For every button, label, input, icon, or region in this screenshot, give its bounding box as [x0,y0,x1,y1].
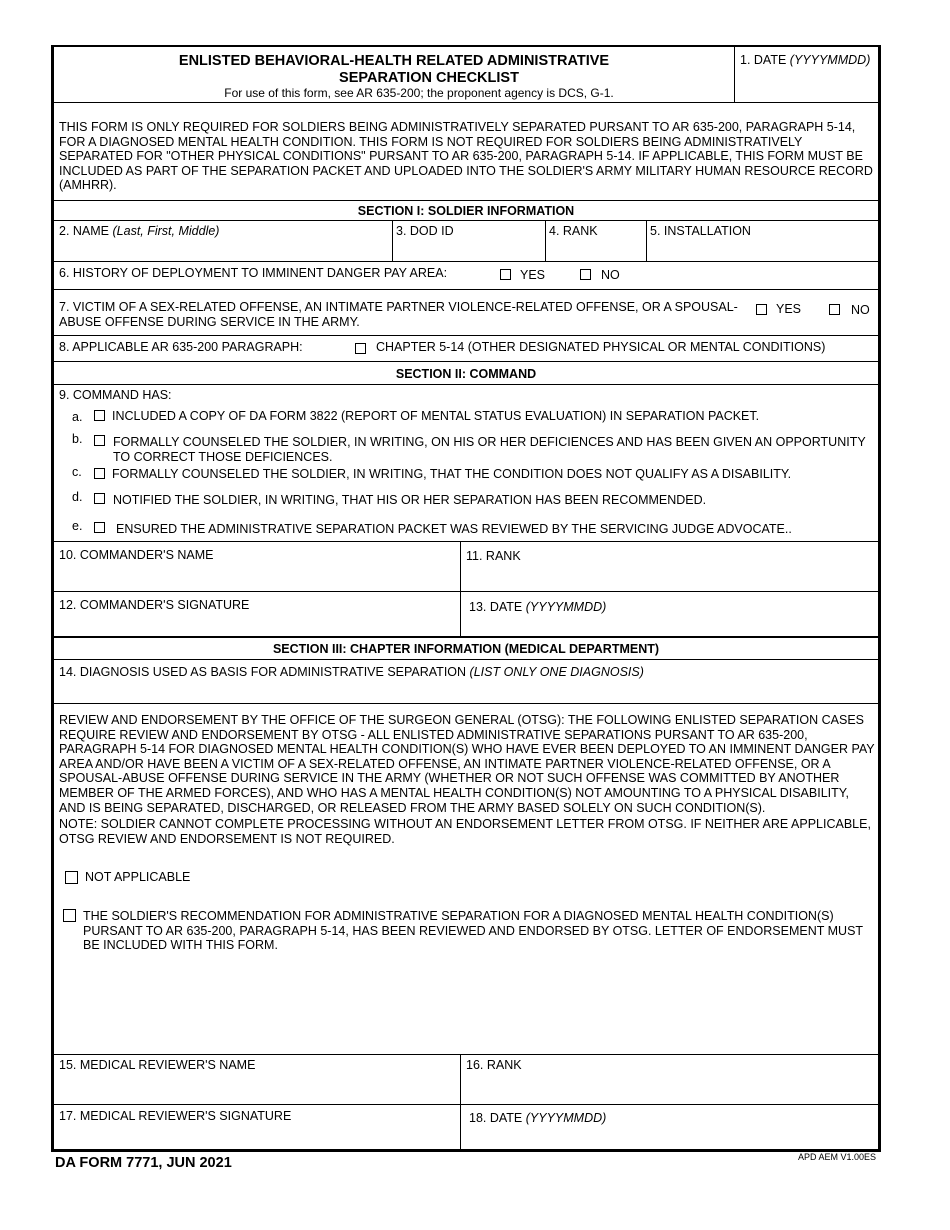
item-b-letter: b. [72,432,83,446]
commander-rank-field[interactable] [460,542,878,591]
victim-row [54,290,878,336]
rank-label: 4. RANK [549,224,598,238]
installation-label: 5. INSTALLATION [650,224,751,238]
item-b-checkbox[interactable] [94,435,105,446]
intro-block [54,103,878,201]
section1-heading [54,201,878,221]
commander-signature-field[interactable] [54,592,460,636]
name-field[interactable] [54,221,392,261]
item-b-text-line2: TO CORRECT THOSE DEFICIENCES. [113,450,333,464]
item-a-text: INCLUDED A COPY OF DA FORM 3822 (REPORT OF MENTAL STATUS EVALUATION) IN SEPARATION PACKET. [112,409,760,423]
installation-field[interactable] [646,221,878,261]
rank-field[interactable] [545,221,646,261]
commander-rank-label: 11. RANK [466,549,521,563]
deployment-row [54,262,878,290]
item-e-text: ENSURED THE ADMINISTRATIVE SEPARATION PACKET WAS REVIEWED BY THE SERVICING JUDGE ADVOCATE.. [116,522,792,536]
item-d-text: NOTIFIED THE SOLDIER, IN WRITING, THAT HIS OR HER SEPARATION HAS BEEN RECOMMENDED. [113,493,707,507]
item-e-letter: e. [72,519,83,533]
name-label: 2. NAME (Last, First, Middle) [59,224,220,238]
dodid-field[interactable] [392,221,545,261]
item-d-letter: d. [72,490,83,504]
soldier-info-row [54,221,878,262]
command-has-label: 9. COMMAND HAS: [59,388,172,402]
chapter-5-14-checkbox[interactable] [355,343,366,354]
otsg-endorsed-text: THE SOLDIER'S RECOMMENDATION FOR ADMINISTRATIVE SEPARATION FOR A DIAGNOSED MENTAL HEALTH CONDITION(S) PURSANT TO AR 635-200, PARAGRAPH 5-14, HAS BEEN REVIEWED AND ENDORSED BY OTSG. LETTER OF ENDORSEMENT MUST BE INCLUDED WITH THIS FORM. [83,909,863,953]
commander-name-label: 10. COMMANDER'S NAME [59,548,214,562]
item-d-checkbox[interactable] [94,493,105,504]
item-c-checkbox[interactable] [94,468,105,479]
chapter-5-14-label: CHAPTER 5-14 (OTHER DESIGNATED PHYSICAL OR MENTAL CONDITIONS) [376,340,826,354]
commander-name-field[interactable] [54,542,460,591]
reviewer-rank-field[interactable] [460,1055,878,1104]
diagnosis-row[interactable] [54,660,878,704]
victim-no-checkbox[interactable] [829,304,840,315]
item-a-letter: a. [72,410,83,424]
victim-yes-label: YES [776,302,802,316]
not-applicable-label: NOT APPLICABLE [85,870,191,884]
victim-label-line2: ABUSE OFFENSE DURING SERVICE IN THE ARMY. [59,315,360,329]
section2-title: SECTION II: COMMAND [395,367,537,381]
section3-title: SECTION III: CHAPTER INFORMATION (MEDICAL DEPARTMENT) [272,642,660,656]
reviewer-signature-field[interactable] [54,1105,460,1149]
date-field-1[interactable] [734,47,878,102]
reviewer-name-row [54,1055,878,1105]
otsg-endorsed-checkbox[interactable] [63,909,76,922]
deployment-yes-label: YES [520,268,546,282]
form-title-line1: ENLISTED BEHAVIORAL-HEALTH RELATED ADMINISTRATIVE [178,53,610,69]
reviewer-date-field[interactable] [460,1105,878,1149]
commander-signature-label: 12. COMMANDER'S SIGNATURE [59,598,250,612]
paragraph-label: 8. APPLICABLE AR 635-200 PARAGRAPH: [59,340,303,354]
item-e-checkbox[interactable] [94,522,105,533]
reviewer-date-label: 18. DATE (YYYYMMDD) [469,1111,607,1125]
not-applicable-checkbox[interactable] [65,871,78,884]
form-number: DA FORM 7771, JUN 2021 [55,1155,232,1171]
form-header [54,47,878,103]
item-b-text-line1: FORMALLY COUNSELED THE SOLDIER, IN WRITING, ON HIS OR HER DEFICIENCES AND HAS BEEN GIVEN AN OPPORTUNITY [113,435,866,449]
section1-title: SECTION I: SOLDIER INFORMATION [357,204,575,218]
reviewer-name-field[interactable] [54,1055,460,1104]
victim-label-line1: 7. VICTIM OF A SEX-RELATED OFFENSE, AN INTIMATE PARTNER VIOLENCE-RELATED OFFENSE, OR A SPOUSAL- [59,300,738,314]
otsg-review-block [54,704,878,1055]
form-subtitle: For use of this form, see AR 635-200; the proponent agency is DCS, G-1. [224,86,614,100]
commander-name-row [54,542,878,592]
commander-signature-row [54,592,878,638]
deployment-no-checkbox[interactable] [580,269,591,280]
item-c-letter: c. [72,465,82,479]
otsg-text: REVIEW AND ENDORSEMENT BY THE OFFICE OF THE SURGEON GENERAL (OTSG): THE FOLLOWING ENLISTED SEPARATION CASES REQUIRE REVIEW AND ENDORSEMENT BY OTSG - ALL ENLISTED ADMINISTRATIVE SEPARATIONS PURSANT TO AR 635-200, PARAGRAPH 5-14 FOR DIAGNOSED MENTAL HEALTH CONDITION(S) WHO HAVE EVER BEEN DEPLOYED TO AN IMMINENT DANGER PAY AREA AND/OR HAVE BEEN A VICTIM OF A SEX-RELATED OFFENSE, AN INTIMATE PARTNER VIOLENCE-RELATED OFFENSE, OR A SPOUSAL-ABUSE OFFENSE DURING SERVICE IN THE ARMY (WHETHER OR NOT SUCH OFFENSE WAS COMMITTED BY ANOTHER MEMBER OF THE ARMED FORCES), AND WHO HAS A MENTAL HEALTH CONDITION(S) NOT AMOUNTING TO A PHYSICAL DISABILITY, AND IS BEING SEPARATED, DISCHARGED, OR RELEASED FROM THE ARMY BASED SOLELY ON SUCH CONDITION(S). [59,713,875,815]
reviewer-signature-row [54,1105,878,1149]
commander-date-field[interactable] [460,592,878,636]
deployment-label: 6. HISTORY OF DEPLOYMENT TO IMMINENT DANGER PAY AREA: [59,266,448,280]
section3-heading [54,638,878,660]
reviewer-signature-label: 17. MEDICAL REVIEWER'S SIGNATURE [59,1109,292,1123]
intro-text: THIS FORM IS ONLY REQUIRED FOR SOLDIERS BEING ADMINISTRATIVELY SEPARATED PURSANT TO AR 635-200, PARAGRAPH 5-14, FOR A DIAGNOSED MENTAL HEALTH CONDITION. THIS FORM IS NOT REQUIRED FOR SOLDIERS BEING ADMINISTRATIVELY SEPARATED FOR "OTHER PHYSICAL CONDITIONS" PURSANT TO AR 635-200, PARAGRAPH 5-14. IF APPLICABLE, THIS FORM MUST BE INCLUDED AS PART OF THE SEPARATION PACKET AND UPLOADED INTO THE SOLDIER'S ARMY MILITARY HUMAN RESOURCE RECORD (AMHRR). [59,120,873,193]
date-label-1: 1. DATE (YYYYMMDD) [740,53,871,67]
form-title-line2: SEPARATION CHECKLIST [339,70,519,86]
otsg-note: NOTE: SOLDIER CANNOT COMPLETE PROCESSING WITHOUT AN ENDORSEMENT LETTER FROM OTSG. IF NEITHER ARE APPLICABLE, OTSG REVIEW AND ENDORSEMENT IS NOT REQUIRED. [59,817,871,846]
diagnosis-label: 14. DIAGNOSIS USED AS BASIS FOR ADMINISTRATIVE SEPARATION (LIST ONLY ONE DIAGNOSIS) [59,665,644,679]
paragraph-row [54,336,878,362]
dodid-label: 3. DOD ID [396,224,454,238]
commander-date-label: 13. DATE (YYYYMMDD) [469,600,607,614]
deployment-yes-checkbox[interactable] [500,269,511,280]
victim-no-label: NO [851,303,870,317]
item-c-text: FORMALLY COUNSELED THE SOLDIER, IN WRITING, THAT THE CONDITION DOES NOT QUALIFY AS A DISABILITY. [112,467,792,481]
deployment-no-label: NO [601,268,620,282]
reviewer-name-label: 15. MEDICAL REVIEWER'S NAME [59,1058,256,1072]
form-version: APD AEM V1.00ES [798,1152,877,1162]
reviewer-rank-label: 16. RANK [466,1058,522,1072]
victim-yes-checkbox[interactable] [756,304,767,315]
command-has-block [54,385,878,542]
section2-heading [54,362,878,385]
item-a-checkbox[interactable] [94,410,105,421]
form-container [51,45,881,1152]
